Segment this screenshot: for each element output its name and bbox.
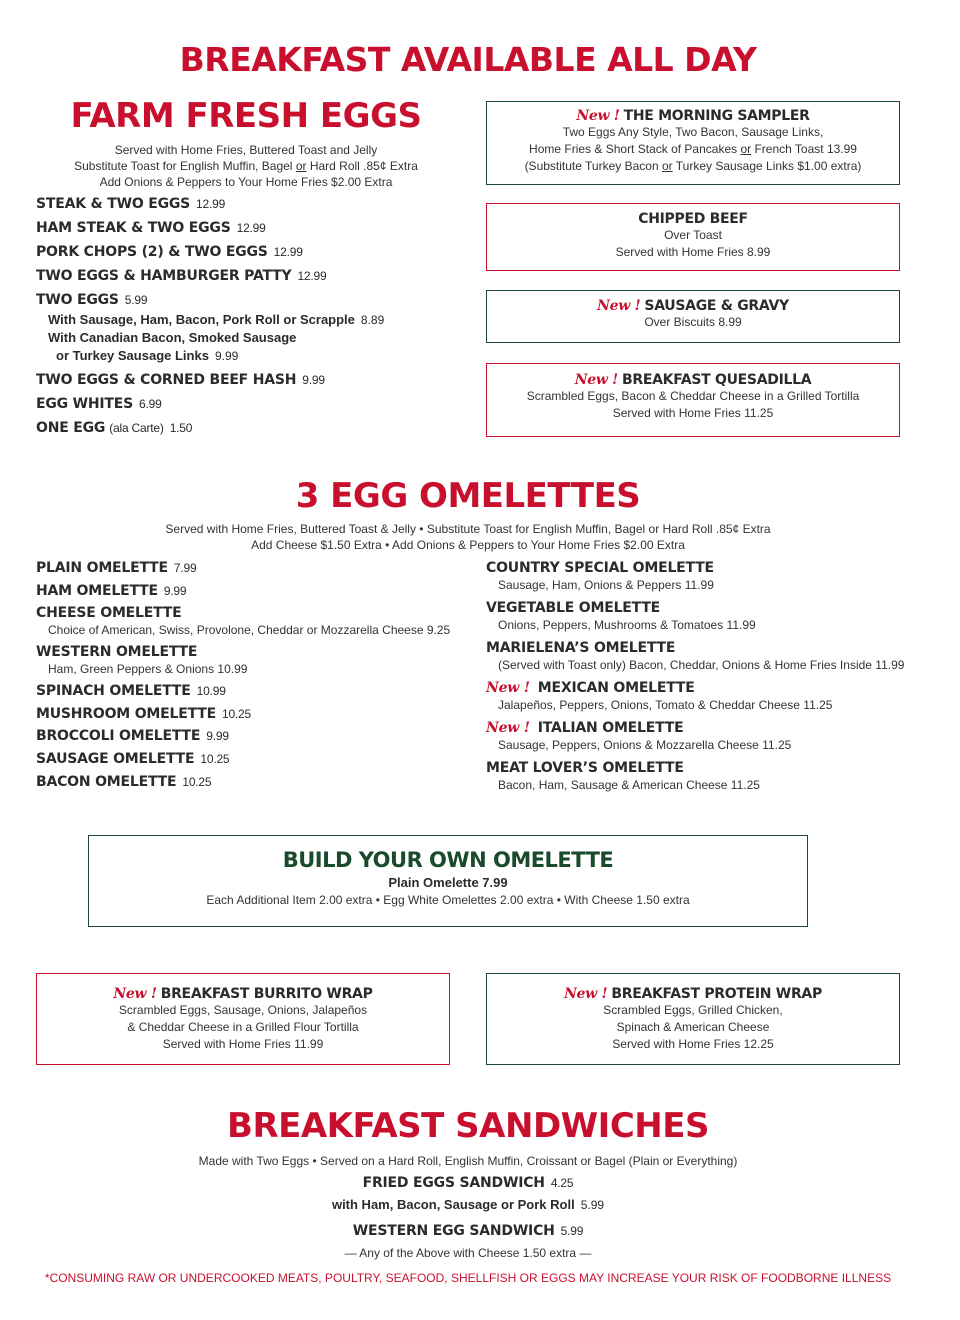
sandwiches-description: Made with Two Eggs • Served on a Hard Roll, English Muffin, Croissant or Bagel (Plain or Everything) — [198, 1154, 738, 1168]
build-your-own-box: BUILD YOUR OWN OMELETTE Plain Omelette 7.99 Each Additional Item 2.00 extra • Egg White Omelettes 2.00 extra • With Cheese 1.50 extra — [88, 835, 808, 927]
build-your-own-title: BUILD YOUR OWN OMELETTE — [282, 848, 614, 872]
menu-subitem: With Canadian Bacon, Smoked Sausage — [48, 330, 297, 345]
sausage-gravy-box: New ! SAUSAGE & GRAVY Over Biscuits 8.99 — [486, 290, 900, 343]
menu-item: WESTERN EGG SANDWICH 5.99 — [352, 1223, 584, 1239]
menu-item: VEGETABLE OMELETTE — [486, 600, 661, 616]
menu-item: New ! ITALIAN OMELETTE — [486, 720, 684, 736]
menu-item: HAM STEAK & TWO EGGS 12.99 — [36, 220, 266, 236]
new-badge: New ! — [574, 372, 618, 388]
menu-subitem: With Sausage, Ham, Bacon, Pork Roll or Scrapple 8.89 — [48, 312, 385, 327]
menu-item: ONE EGG (ala Carte) 1.50 — [36, 420, 193, 436]
menu-item: CHEESE OMELETTE — [36, 605, 182, 621]
protein-wrap-box: New ! BREAKFAST PROTEIN WRAP Scrambled Eggs, Grilled Chicken, Spinach & American Cheese Served with Home Fries 12.25 — [486, 973, 900, 1065]
morning-sampler-box: New ! THE MORNING SAMPLER Two Eggs Any Style, Two Bacon, Sausage Links, Home Fries & Short Stack of Pancakes or French Toast 13.99 (Substitute Turkey Bacon or Turkey Sausage Links $1.00 extra) — [486, 101, 900, 185]
menu-item-description: Ham, Green Peppers & Onions 10.99 — [48, 662, 248, 676]
omelettes-description: Served with Home Fries, Buttered Toast & Jelly • Substitute Toast for English Muffin, Bagel or Hard Roll .85¢ Extra Add Cheese $1.50 Extra • Add Onions & Peppers to Your Home Fries $2.00 Extra — [165, 522, 771, 552]
menu-item-description: Choice of American, Swiss, Provolone, Cheddar or Mozzarella Cheese 9.25 — [48, 623, 451, 637]
menu-subitem: or Turkey Sausage Links 9.99 — [56, 348, 239, 363]
chipped-beef-box: CHIPPED BEEF Over Toast Served with Home Fries 8.99 — [486, 203, 900, 271]
menu-item: EGG WHITES 6.99 — [36, 396, 162, 412]
omelettes-title: 3 EGG OMELETTES — [295, 476, 641, 516]
menu-item: TWO EGGS & CORNED BEEF HASH 9.99 — [36, 372, 325, 388]
menu-item: COUNTRY SPECIAL OMELETTE — [486, 560, 714, 576]
menu-item: HAM OMELETTE 9.99 — [36, 583, 187, 599]
menu-item: MUSHROOM OMELETTE 10.25 — [36, 706, 251, 722]
menu-item: TWO EGGS 5.99 — [36, 292, 148, 308]
new-badge: New ! — [564, 986, 608, 1002]
page-title: BREAKFAST AVAILABLE ALL DAY — [179, 40, 757, 79]
menu-item: TWO EGGS & HAMBURGER PATTY 12.99 — [36, 268, 327, 284]
new-badge: New ! — [113, 986, 157, 1002]
menu-item-description: Bacon, Ham, Sausage & American Cheese 11.25 — [498, 778, 760, 792]
menu-item-description: Sausage, Ham, Onions & Peppers 11.99 — [498, 578, 714, 592]
menu-item: BACON OMELETTE 10.25 — [36, 774, 212, 790]
menu-item-description: Jalapeños, Peppers, Onions, Tomato & Cheddar Cheese 11.25 — [498, 698, 833, 712]
breakfast-quesadilla-box: New ! BREAKFAST QUESADILLA Scrambled Eggs, Bacon & Cheddar Cheese in a Grilled Tortilla Served with Home Fries 11.25 — [486, 363, 900, 437]
burrito-wrap-box: New ! BREAKFAST BURRITO WRAP Scrambled Eggs, Sausage, Onions, Jalapeños & Cheddar Cheese in a Grilled Flour Tortilla Served with Home Fries 11.99 — [36, 973, 450, 1065]
menu-item: MARIELENA’S OMELETTE — [486, 640, 676, 656]
menu-item: SAUSAGE OMELETTE 10.25 — [36, 751, 230, 767]
sandwiches-title: BREAKFAST SANDWICHES — [227, 1106, 709, 1146]
new-badge: New ! — [597, 298, 641, 314]
new-badge: New ! — [486, 680, 530, 696]
menu-item: STEAK & TWO EGGS 12.99 — [36, 196, 226, 212]
menu-item-description: Sausage, Peppers, Onions & Mozzarella Cheese 11.25 — [498, 738, 792, 752]
farm-eggs-title: FARM FRESH EGGS — [70, 96, 422, 136]
new-badge: New ! — [576, 108, 620, 124]
new-badge: New ! — [486, 720, 530, 736]
food-safety-disclaimer: *CONSUMING RAW OR UNDERCOOKED MEATS, POULTRY, SEAFOOD, SHELLFISH OR EGGS MAY INCREASE YOUR RISK OF FOODBORNE ILLNESS — [44, 1271, 892, 1285]
menu-item: MEAT LOVER’S OMELETTE — [486, 760, 684, 776]
menu-item-description: (Served with Toast only) Bacon, Cheddar, Onions & Home Fries Inside 11.99 — [498, 658, 905, 672]
menu-subitem: with Ham, Bacon, Sausage or Pork Roll 5.99 — [331, 1197, 605, 1212]
menu-item: PORK CHOPS (2) & TWO EGGS 12.99 — [36, 244, 303, 260]
menu-item: FRIED EGGS SANDWICH 4.25 — [362, 1175, 574, 1191]
menu-item-description: Onions, Peppers, Mushrooms & Tomatoes 11.99 — [498, 618, 756, 632]
menu-item: WESTERN OMELETTE — [36, 644, 198, 660]
menu-item: New ! MEXICAN OMELETTE — [486, 680, 695, 696]
menu-item: PLAIN OMELETTE 7.99 — [36, 560, 197, 576]
menu-item: BROCCOLI OMELETTE 9.99 — [36, 728, 229, 744]
farm-eggs-description: Served with Home Fries, Buttered Toast and Jelly Substitute Toast for English Muffin, Bagel or Hard Roll .85¢ Extra Add Onions & Peppers to Your Home Fries $2.00 Extra — [74, 143, 418, 189]
menu-item: SPINACH OMELETTE 10.99 — [36, 683, 226, 699]
cheese-note: — Any of the Above with Cheese 1.50 extra — — [344, 1246, 592, 1260]
